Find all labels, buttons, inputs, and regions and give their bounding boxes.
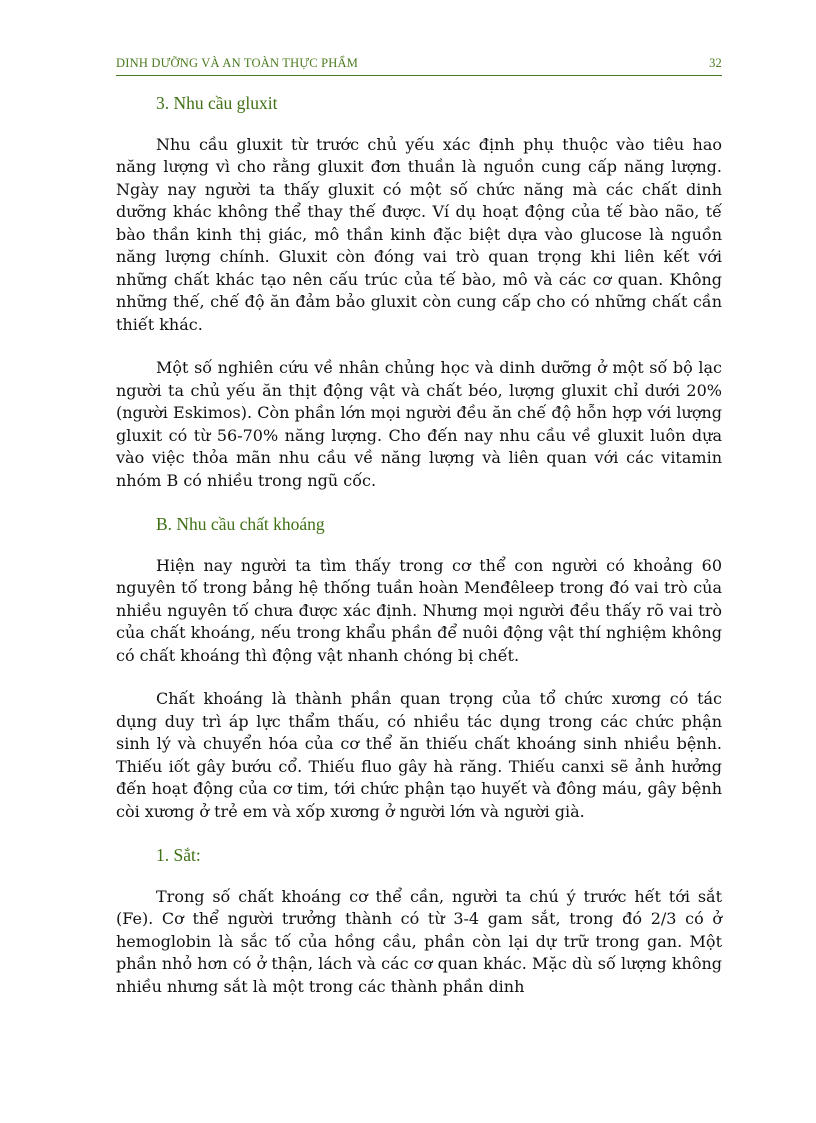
section-heading-sat: 1. Sắt:: [156, 845, 201, 865]
paragraph-khoang-1: Hiện nay người ta tìm thấy trong cơ thể con người có khoảng 60 nguyên tố trong bảng hệ thống tuần hoàn Menđêleep trong đó vai trò của nhiều nguyên tố chưa được xác định. Nhưng mọi người đều thấy rõ vai trò của chất khoáng, nếu trong khẩu phần để nuôi động vật thí nghiệm không có chất khoáng thì động vật nhanh chóng bị chết.: [116, 555, 722, 665]
running-title: DINH DƯỠNG VÀ AN TOÀN THỰC PHẨM: [116, 56, 359, 70]
section-heading-chat-khoang: B. Nhu cầu chất khoáng: [156, 514, 325, 534]
page-number: 32: [709, 56, 722, 70]
page-header: [116, 56, 722, 76]
paragraph-gluxit-1: Nhu cầu gluxit từ trước chủ yếu xác định phụ thuộc vào tiêu hao năng lượng vì cho rằng gluxit đơn thuần là nguồn cung cấp năng lượng. Ngày nay người ta thấy gluxit có một số chức năng mà các chất dinh dưỡng khác không thể thay thế được. Ví dụ hoạt động của tế bào não, tế bào thần kinh thị giác, mô thần kinh đặc biệt dựa vào glucose là nguồn năng lượng chính. Gluxit còn đóng vai trò quan trọng khi liên kết với những chất khác tạo nên cấu trúc của tế bào, mô và các cơ quan. Không những thế, chế độ ăn đảm bảo gluxit còn cung cấp cho có những chất cần thiết khác.: [116, 134, 722, 334]
paragraph-sat-1: Trong số chất khoáng cơ thể cần, người ta chú ý trước hết tới sắt (Fe). Cơ thể người trưởng thành có từ 3-4 gam sắt, trong đó 2/3 có ở hemoglobin là sắc tố của hồng cầu, phần còn lại dự trữ trong gan. Một phần nhỏ hơn có ở thận, lách và các cơ quan khác. Mặc dù số lượng không nhiều nhưng sắt là một trong các thành phần dinh: [116, 886, 722, 996]
section-heading-gluxit: 3. Nhu cầu gluxit: [156, 93, 278, 113]
page-body: [116, 92, 722, 998]
paragraph-khoang-2: Chất khoáng là thành phần quan trọng của tổ chức xương có tác dụng duy trì áp lực thẩm thấu, có nhiều tác dụng trong các chức phận sinh lý và chuyển hóa của cơ thể ăn thiếu chất khoáng sinh nhiều bệnh. Thiếu iốt gây bướu cổ. Thiếu fluo gây hà răng. Thiếu canxi sẽ ảnh hưởng đến hoạt động của cơ tim, tới chức phận tạo huyết và đông máu, gây bệnh còi xương ở trẻ em và xốp xương ở người lớn và người già.: [116, 689, 722, 821]
paragraph-gluxit-2: Một số nghiên cứu về nhân chủng học và dinh dưỡng ở một số bộ lạc người ta chủ yếu ăn thịt động vật và chất béo, lượng gluxit chỉ dưới 20% (người Eskimos). Còn phần lớn mọi người đều ăn chế độ hỗn hợp với lượng gluxit có từ 56-70% năng lượng. Cho đến nay nhu cầu về gluxit luôn dựa vào việc thỏa mãn nhu cầu về năng lượng và liên quan với các vitamin nhóm B có nhiều trong ngũ cốc.: [116, 358, 722, 490]
